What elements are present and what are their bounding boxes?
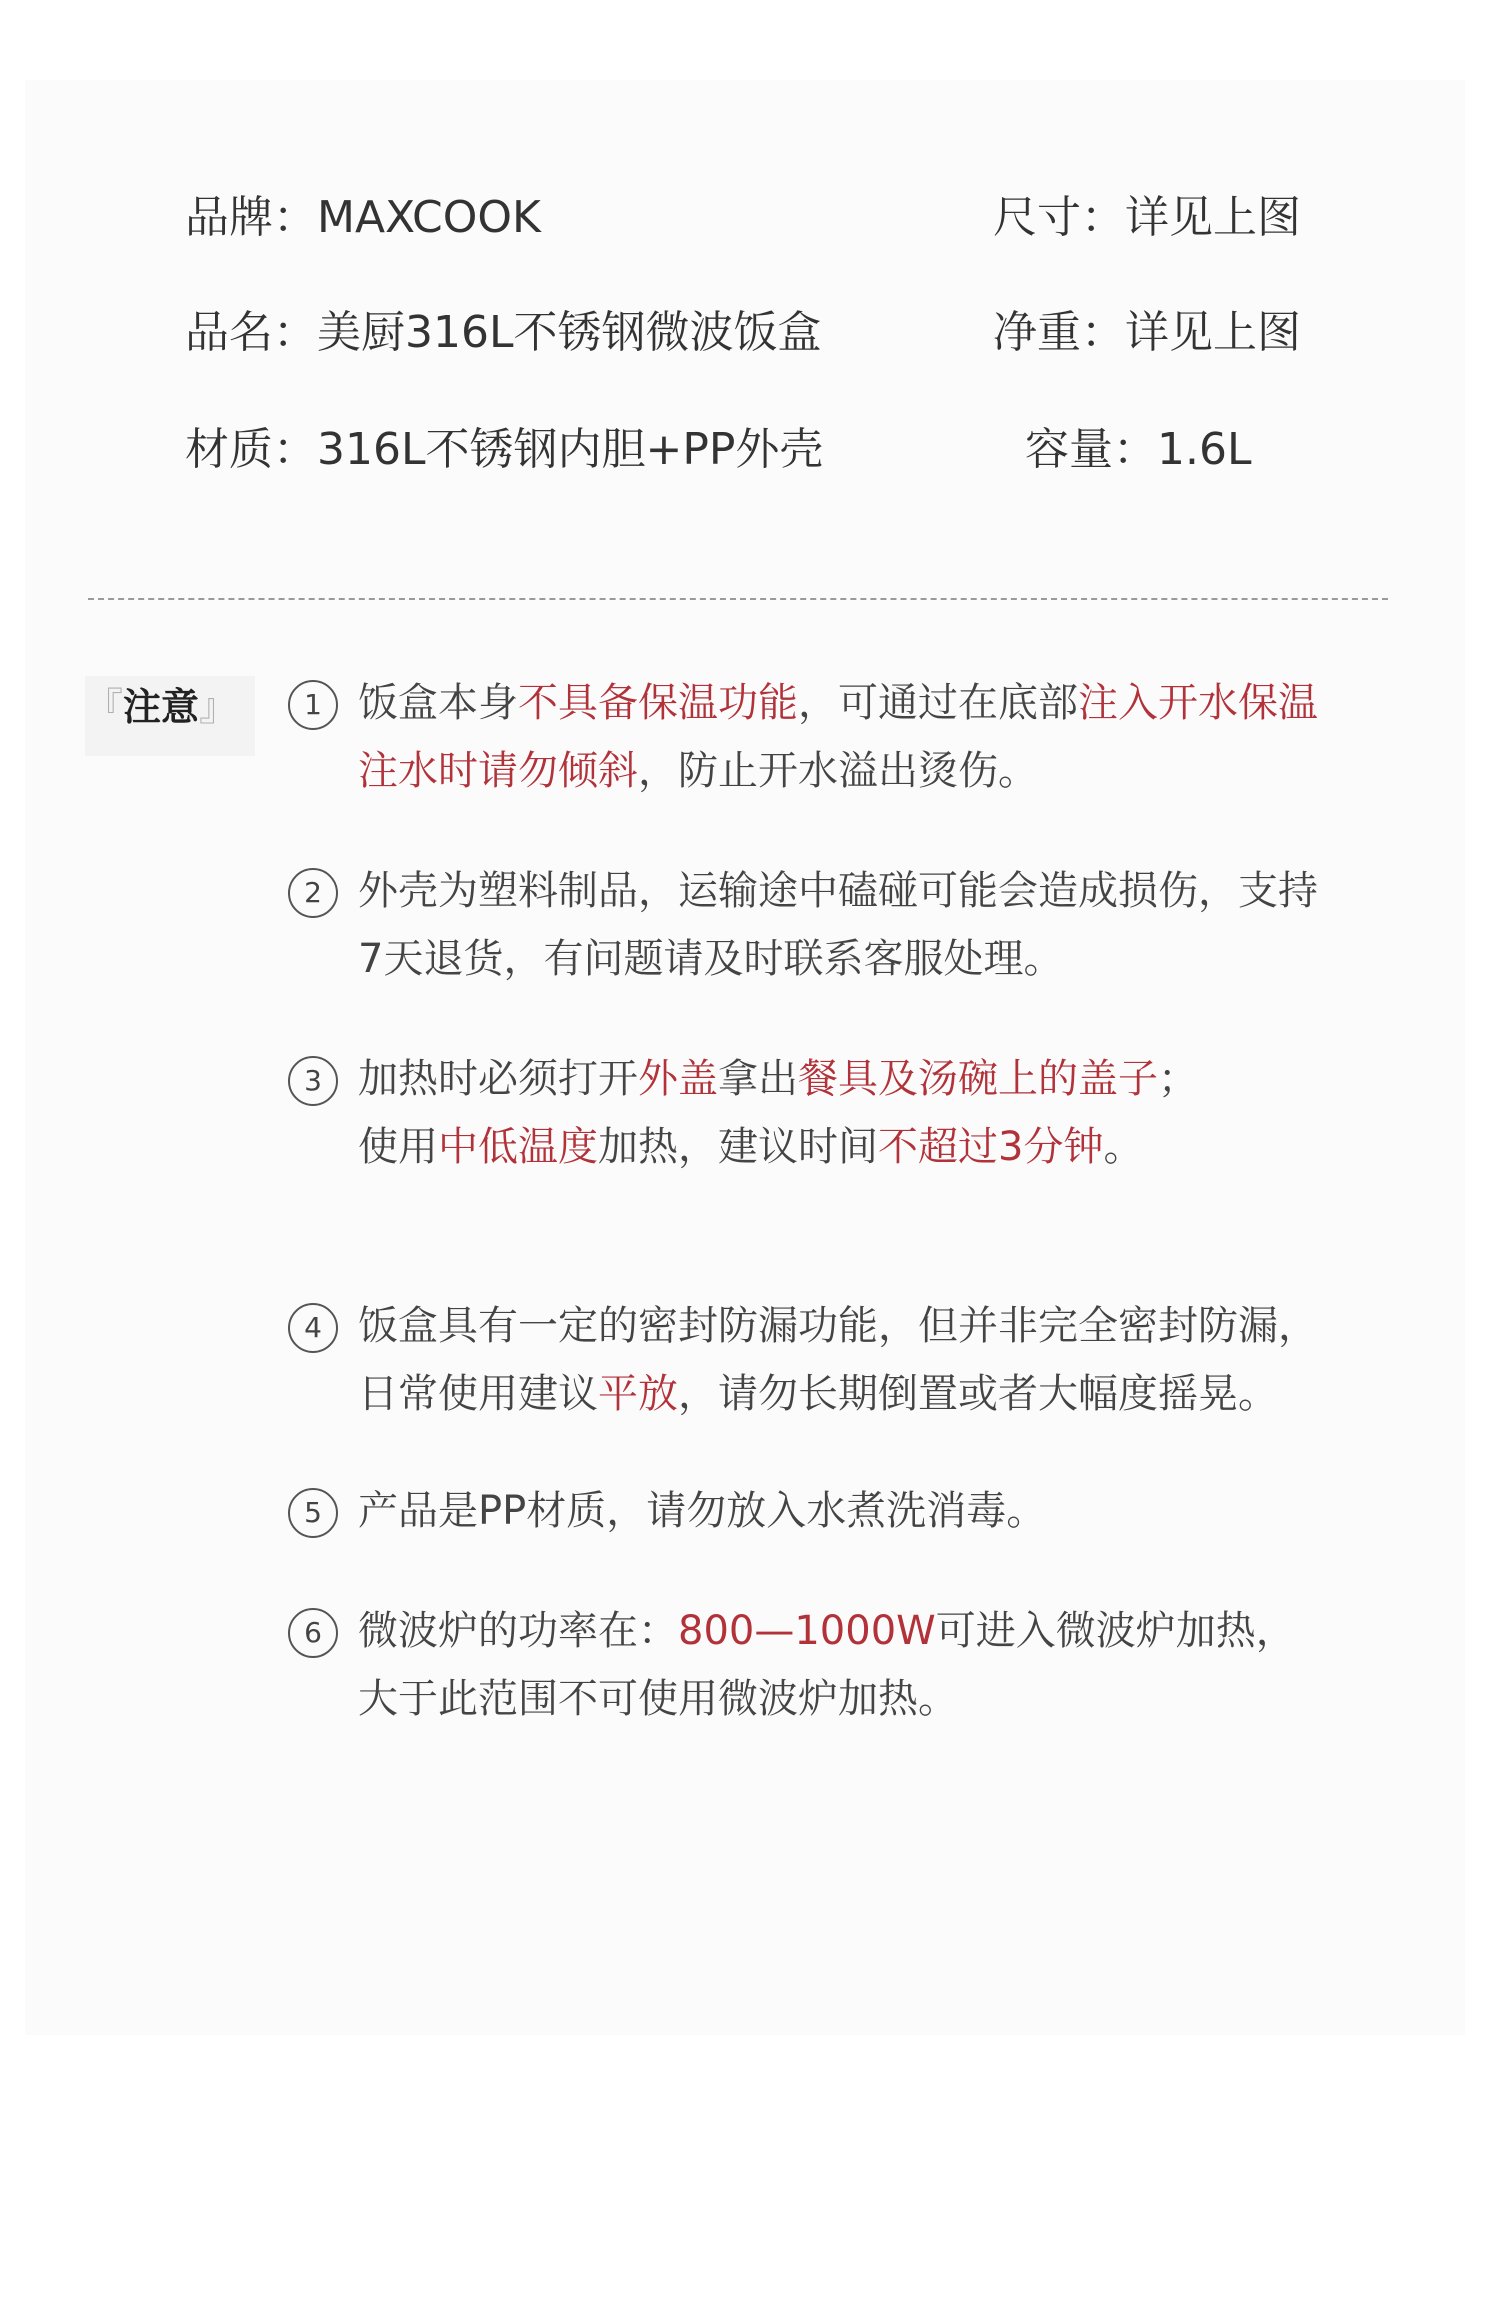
note-text: 加热，建议时间 [598,1124,878,1170]
note-text: 饭盒具有一定的密封防漏功能，但并非完全密封防漏， [358,1303,1318,1349]
circled-number: 2 [288,868,338,918]
product-name-text: 品名：美厨316L不锈钢微波饭盒 [185,307,822,358]
brand-text: 品牌：MAXCOOK [185,192,541,243]
note-label [85,676,255,756]
note-line [358,1116,1143,1178]
note-highlight: 不具备保温功能 [518,680,798,726]
note-line [358,1668,958,1730]
note-highlight: 注水时请勿倾斜 [358,748,638,794]
note-text: ，可通过在底部 [798,680,1078,726]
note-bracket-right: 』 [199,685,238,729]
spec-row-2 [185,303,1335,363]
note-bracket-left: 『 [85,685,124,729]
note-line [358,1295,1318,1357]
note-text: 日常使用建议 [358,1371,598,1417]
material-text: 材质：316L不锈钢内胆+PP外壳 [185,424,824,475]
note-highlight: 800—1000W [678,1608,936,1654]
note-label-text: 注意 [123,685,200,729]
circled-number: 4 [288,1303,338,1353]
weight-text: 净重：详见上图 [993,307,1301,358]
note-text: 7天退货，有问题请及时联系客服处理。 [358,936,1064,982]
note-text: 加热时必须打开 [358,1056,638,1102]
note-text: 可进入微波炉加热， [935,1608,1296,1654]
note-highlight: 中低温度 [438,1124,598,1170]
note-line [358,740,1038,802]
note-line [358,1048,1198,1110]
capacity-text: 容量：1.6L [1025,424,1252,475]
size-text: 尺寸：详见上图 [993,192,1301,243]
note-text: ； [1158,1056,1198,1102]
note-text: 使用 [358,1124,438,1170]
note-text: 拿出 [718,1056,798,1102]
note-highlight: 注入开水保温 [1078,680,1318,726]
note-text: 饭盒本身 [358,680,518,726]
note-text: ，请勿长期倒置或者大幅度摇晃。 [678,1371,1278,1417]
spec-row-3 [185,420,1335,480]
note-line [358,1480,1046,1542]
note-line [358,1600,1296,1662]
note-text: 外壳为塑料制品，运输途中磕碰可能会造成损伤，支持 [358,868,1318,914]
note-line [358,928,1063,990]
note-line [358,860,1318,922]
note-highlight: 外盖 [638,1056,718,1102]
note-line [358,1363,1278,1425]
note-text: ，防止开水溢出烫伤。 [638,748,1038,794]
note-text: 大于此范围不可使用微波炉加热。 [358,1676,958,1722]
note-highlight: 不超过3分钟 [878,1124,1104,1170]
circled-number: 6 [288,1608,338,1658]
spec-row-1 [185,188,1335,248]
circled-number: 5 [288,1488,338,1538]
note-highlight: 平放 [598,1371,678,1417]
note-highlight: 餐具及汤碗上的盖子 [798,1056,1158,1102]
circled-number: 3 [288,1056,338,1106]
note-line [358,672,1318,734]
circled-number: 1 [288,680,338,730]
note-text: 微波炉的功率在： [358,1608,678,1654]
dashed-divider [88,598,1388,600]
note-text: 。 [1103,1124,1144,1170]
note-text: 产品是PP材质，请勿放入水煮洗消毒。 [358,1488,1047,1534]
